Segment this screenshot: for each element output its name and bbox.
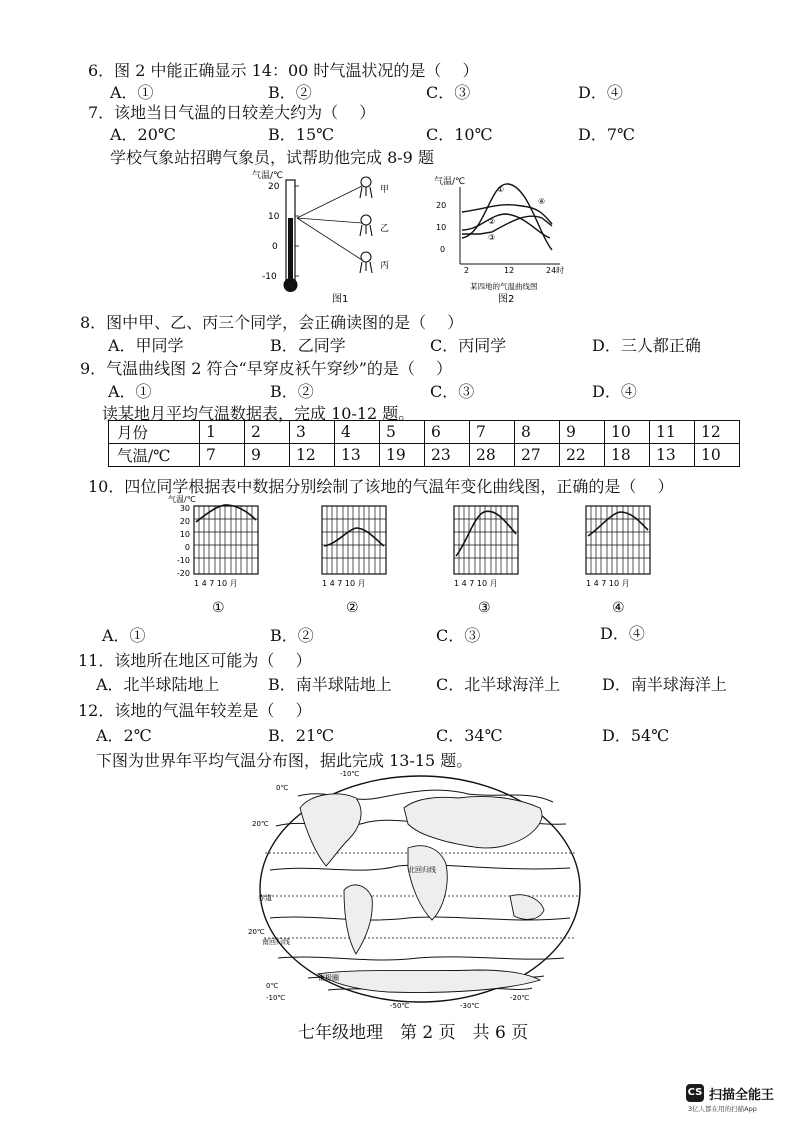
q12-stem: 12．该地的气温年较差是（ ） <box>78 701 312 720</box>
fig1-caption: 图1 <box>332 294 349 305</box>
fig2-xtick-12: 12 <box>504 266 515 275</box>
map-label-20-south: 20℃ <box>248 928 265 936</box>
q6-stem: 6．图 2 中能正确显示 14：00 时气温状况的是（ ） <box>88 61 479 80</box>
table-cell: 10 <box>695 444 740 467</box>
table-cell: 3 <box>290 421 335 444</box>
fig2-curve-2: ② <box>488 217 496 226</box>
q7-stem: 7．该地当日气温的日较差大约为（ ） <box>88 103 376 122</box>
q6-option-b: B．② <box>268 83 312 102</box>
table-header-month: 月份 <box>109 421 200 444</box>
map-label-neg10-top: -10℃ <box>340 770 360 778</box>
figure-1-thermometer <box>250 168 400 308</box>
table-cell: 7 <box>470 421 515 444</box>
q12-option-b: B．21℃ <box>268 726 335 745</box>
q7-option-b: B．15℃ <box>268 125 335 144</box>
q8-stem: 8．图中甲、乙、丙三个同学，会正确读图的是（ ） <box>80 313 464 332</box>
q10-xticks: 1 4 7 10 月 <box>194 579 238 588</box>
map-label-neg50: -50℃ <box>390 1002 410 1010</box>
q10-option-a: A．① <box>102 626 146 645</box>
q12-option-d: D．54℃ <box>602 726 670 745</box>
q11-option-c: C．北半球海洋上 <box>436 675 561 694</box>
fig1-student-yi: 乙 <box>380 224 390 234</box>
table-cell: 5 <box>380 421 425 444</box>
fig2-ytick-0: 0 <box>440 245 446 254</box>
map-label-20-north: 20℃ <box>252 820 269 828</box>
fig2-xtick-24: 24时 <box>546 266 565 275</box>
table-row-temps <box>109 444 740 467</box>
map-label-0-top: 0℃ <box>276 784 289 792</box>
q10-xticks: 1 4 7 10 月 <box>454 579 498 588</box>
q10-ytick: 10 <box>179 530 190 539</box>
fig1-tick-20: 20 <box>268 182 280 192</box>
table-cell: 9 <box>245 444 290 467</box>
q9-option-a: A．① <box>108 382 152 401</box>
q11-option-b: B．南半球陆地上 <box>268 675 392 694</box>
q9-option-b: B．② <box>270 382 314 401</box>
q10-graph-4 <box>576 492 666 620</box>
table-cell: 1 <box>200 421 245 444</box>
q10-ytick: 0 <box>184 543 190 552</box>
intro-10-12: 读某地月平均气温数据表，完成 10-12 题。 <box>102 404 415 423</box>
table-row-months <box>109 421 740 444</box>
q10-option-c: C．③ <box>436 626 481 645</box>
map-label-neg30: -30℃ <box>460 1002 480 1010</box>
q10-graph-label-2: ② <box>346 600 359 616</box>
q10-graph-3 <box>444 492 534 620</box>
fig2-curve-1: ① <box>497 185 505 194</box>
table-cell: 8 <box>515 421 560 444</box>
table-cell: 22 <box>560 444 605 467</box>
table-cell: 4 <box>335 421 380 444</box>
fig1-tick-neg10: -10 <box>262 272 277 282</box>
q6-option-c: C．③ <box>426 83 471 102</box>
fig1-tick-10: 10 <box>268 212 280 222</box>
table-cell: 27 <box>515 444 560 467</box>
q10-graph-2 <box>312 492 402 620</box>
scanner-app-name: 扫描全能王 <box>709 1088 775 1103</box>
fig1-ylabel: 气温/℃ <box>252 171 284 181</box>
q8-option-b: B．乙同学 <box>270 336 346 355</box>
table-cell: 2 <box>245 421 290 444</box>
table-cell: 13 <box>650 444 695 467</box>
page-footer: 七年级地理 第 2 页 共 6 页 <box>298 1023 529 1043</box>
map-label-tropic-cancer: 北回归线 <box>408 866 436 874</box>
fig1-student-bing: 丙 <box>380 261 390 271</box>
q7-option-a: A．20℃ <box>110 125 176 144</box>
q11-stem: 11．该地所在地区可能为（ ） <box>78 651 312 670</box>
table-cell: 7 <box>200 444 245 467</box>
q10-graph-label-1: ① <box>212 600 225 616</box>
q11-option-d: D．南半球海洋上 <box>602 675 727 694</box>
table-cell: 18 <box>605 444 650 467</box>
map-label-0-bottom: 0℃ <box>266 982 279 990</box>
table-header-temp: 气温/℃ <box>109 444 200 467</box>
scanner-tagline: 3亿人都在用的扫描App <box>688 1105 757 1113</box>
q7-option-d: D．7℃ <box>578 125 635 144</box>
q6-option-a: A．① <box>110 83 154 102</box>
q10-option-b: B．② <box>270 626 314 645</box>
fig1-tick-0: 0 <box>272 242 278 252</box>
map-label-neg20: -20℃ <box>510 994 530 1002</box>
table-cell: 23 <box>425 444 470 467</box>
fig2-curve-4: ④ <box>538 197 546 206</box>
fig2-xtick-2: 2 <box>464 266 470 275</box>
q6-option-d: D．④ <box>578 83 623 102</box>
intro-13-15: 下图为世界年平均气温分布图，据此完成 13-15 题。 <box>96 751 473 770</box>
q7-option-c: C．10℃ <box>426 125 493 144</box>
table-cell: 11 <box>650 421 695 444</box>
intro-8-9: 学校气象站招聘气象员，试帮助他完成 8-9 题 <box>110 148 434 167</box>
table-cell: 9 <box>560 421 605 444</box>
q10-option-d: D．④ <box>600 624 645 643</box>
table-cell: 12 <box>290 444 335 467</box>
q12-option-a: A．2℃ <box>96 726 152 745</box>
q10-ytick: 30 <box>179 504 190 513</box>
fig2-ytick-10: 10 <box>436 223 447 232</box>
fig2-ylabel: 气温/℃ <box>434 177 466 187</box>
table-cell: 19 <box>380 444 425 467</box>
q10-ytick: 20 <box>179 517 190 526</box>
scanner-logo-icon: CS <box>686 1084 704 1102</box>
map-label-antarctic-circle: 南极圈 <box>318 974 339 982</box>
q8-option-d: D．三人都正确 <box>592 336 701 355</box>
map-label-tropic-capricorn: 南回归线 <box>262 938 290 946</box>
q10-ytick: -20 <box>176 569 190 578</box>
map-label-equator: 赤道 <box>258 894 272 902</box>
q10-ytick: -10 <box>176 556 190 565</box>
map-label-neg10-bottom: -10℃ <box>266 994 286 1002</box>
q10-stem: 10．四位同学根据表中数据分别绘制了该地的气温年变化曲线图，正确的是（ ） <box>88 477 674 496</box>
table-cell: 6 <box>425 421 470 444</box>
table-cell: 28 <box>470 444 515 467</box>
fig2-caption: 图2 <box>498 294 515 305</box>
fig2-curve-3: ③ <box>488 233 496 242</box>
q12-option-c: C．34℃ <box>436 726 503 745</box>
fig1-student-jia: 甲 <box>380 185 390 195</box>
q8-option-c: C．丙同学 <box>430 336 507 355</box>
table-cell: 10 <box>605 421 650 444</box>
figure-2-curves <box>430 172 570 307</box>
q10-graph-label-4: ④ <box>612 600 625 616</box>
q10-graph-label-3: ③ <box>478 600 491 616</box>
temperature-table <box>108 420 740 467</box>
q11-option-a: A．北半球陆地上 <box>96 675 220 694</box>
q10-graph-ylabel: 气温/℃ <box>168 495 196 504</box>
q10-xticks: 1 4 7 10 月 <box>322 579 366 588</box>
q9-option-d: D．④ <box>592 382 637 401</box>
table-cell: 13 <box>335 444 380 467</box>
q8-option-a: A．甲同学 <box>108 336 184 355</box>
q10-graph-1 <box>166 492 276 620</box>
q9-stem: 9．气温曲线图 2 符合“早穿皮袄午穿纱”的是（ ） <box>80 359 452 378</box>
world-temperature-map <box>248 768 593 1016</box>
fig2-ytick-20: 20 <box>436 201 447 210</box>
fig2-subcaption: 某四地的气温曲线图 <box>470 282 538 291</box>
q9-option-c: C．③ <box>430 382 475 401</box>
q10-xticks: 1 4 7 10 月 <box>586 579 630 588</box>
table-cell: 12 <box>695 421 740 444</box>
